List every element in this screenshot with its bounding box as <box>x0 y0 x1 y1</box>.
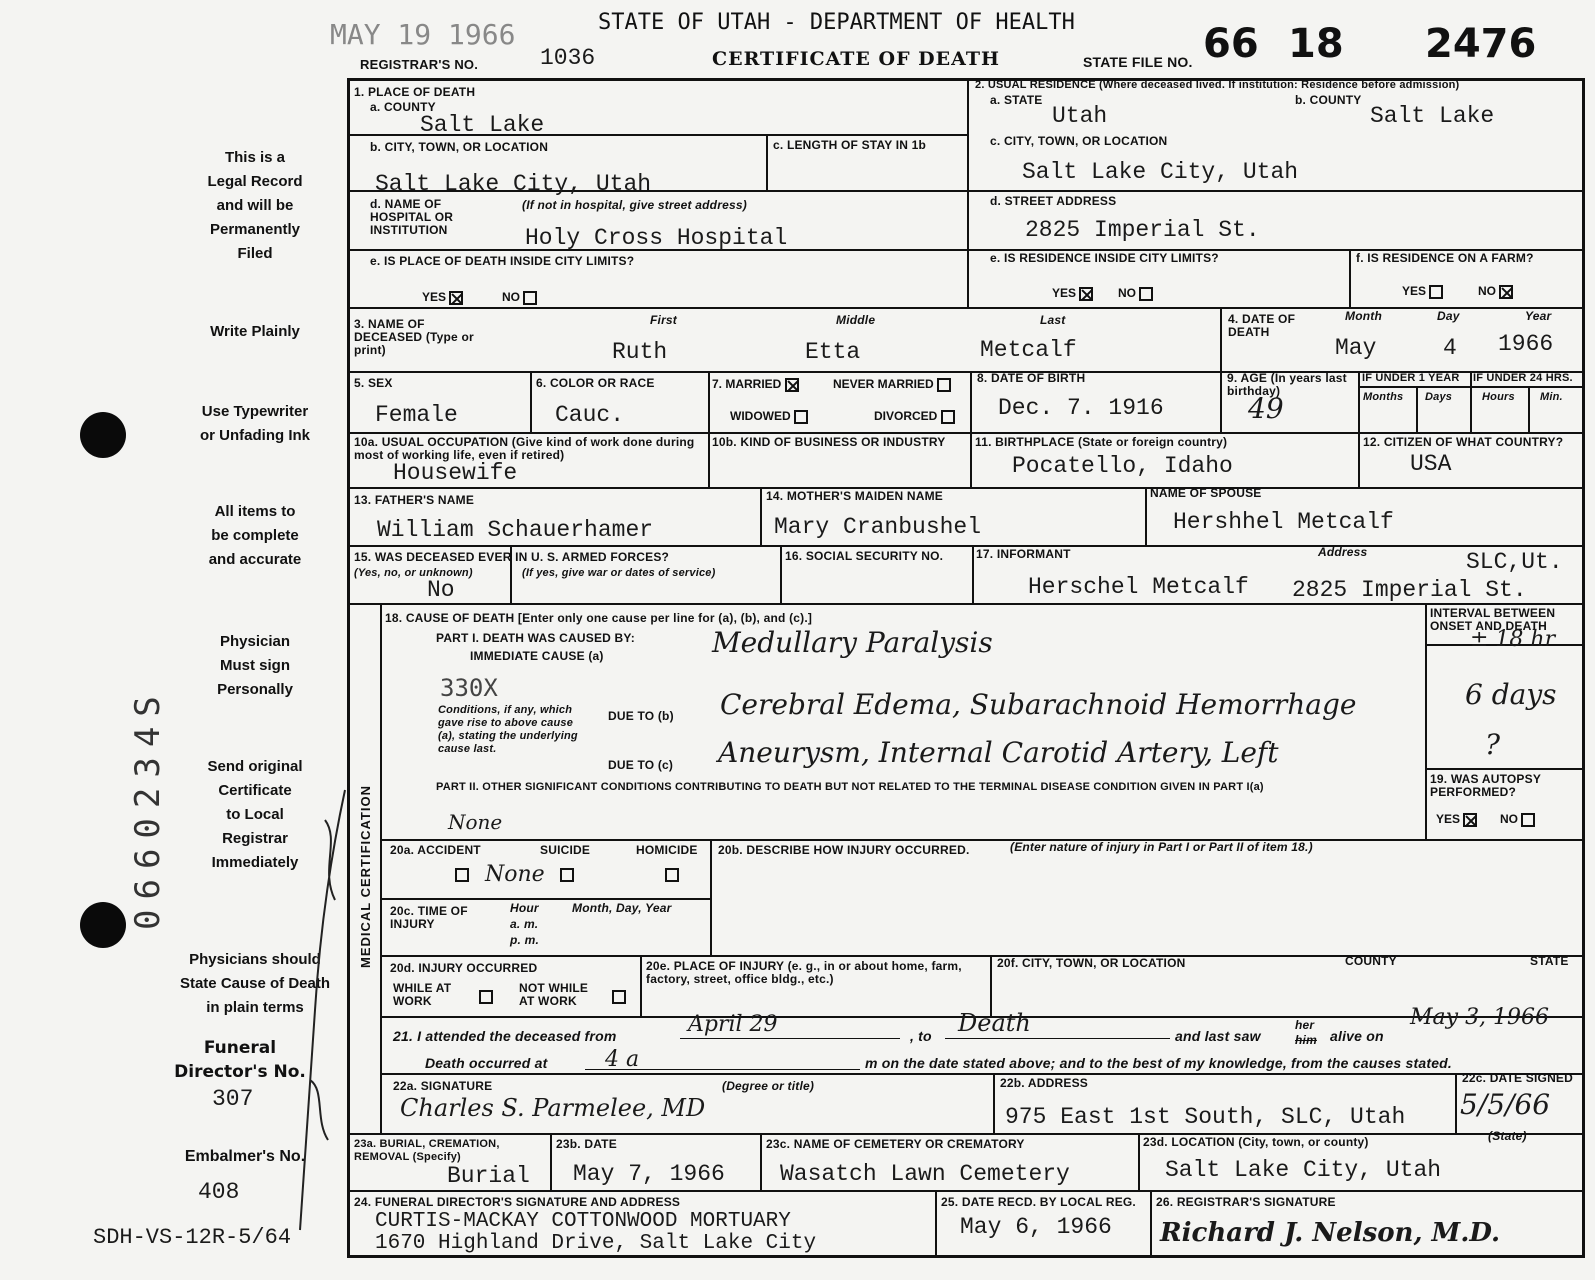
county-label: a. COUNTY <box>370 100 436 114</box>
cause-code: 330X <box>440 674 498 702</box>
part-1-label: PART I. DEATH WAS CAUSED BY: <box>436 631 635 645</box>
typewriter-note: Use Typewriter or Unfading Ink <box>200 403 310 444</box>
dob-label: 8. DATE OF BIRTH <box>977 371 1086 385</box>
widowed-checkbox[interactable]: WIDOWED <box>730 409 808 424</box>
file-no-part-1: 66 <box>1203 21 1259 67</box>
registrar-no: 1036 <box>540 45 596 71</box>
hospital-label: d. NAME OF HOSPITAL OR INSTITUTION <box>370 197 454 237</box>
funeral-director-sig-label: 24. FUNERAL DIRECTOR'S SIGNATURE AND ADDRESS <box>354 1195 681 1209</box>
to-label: , to <box>910 1028 932 1044</box>
describe-injury-label: 20b. DESCRIBE HOW INJURY OCCURRED. <box>718 843 970 857</box>
due-to-c-label: DUE TO (c) <box>608 758 674 772</box>
death-month: May <box>1335 335 1377 361</box>
last-seen-date: May 3, 1966 <box>1410 1005 1550 1030</box>
signature-label: 22a. SIGNATURE <box>393 1079 493 1093</box>
last-saw-label: and last saw <box>1175 1028 1261 1044</box>
death-city-yes[interactable]: YES <box>422 290 463 305</box>
middle-name-label: Middle <box>836 313 876 327</box>
burial-date: May 7, 1966 <box>573 1161 725 1187</box>
date-signed-label: 22c. DATE SIGNED <box>1462 1071 1574 1085</box>
res-county-label: b. COUNTY <box>1295 93 1362 107</box>
part-2-label: PART II. OTHER SIGNIFICANT CONDITIONS CONTRIBUTING TO DEATH BUT NOT RELATED TO THE TERMINAL DISEASE CONDITION GIVEN IN PART I(a) <box>436 781 1264 793</box>
days-label: Days <box>1425 391 1453 403</box>
disposition: Burial <box>447 1163 530 1189</box>
date-received: May 6, 1966 <box>960 1214 1112 1240</box>
attended-to: Death <box>958 1009 1031 1037</box>
pm-label: p. m. <box>510 933 540 947</box>
name-of-deceased-label: 3. NAME OF DECEASED (Type or print) <box>354 317 474 357</box>
time-of-death: 4 a <box>605 1047 640 1072</box>
suicide-checkbox[interactable] <box>560 866 574 884</box>
hour-label: Hour <box>510 901 539 915</box>
occupation-label: 10a. USUAL OCCUPATION (Give kind of work done during most of working life, even if retired) <box>354 435 695 462</box>
time-of-injury-label: 20c. TIME OF INJURY <box>390 904 468 931</box>
cause-b: Cerebral Edema, Subarachnoid Hemorrhage <box>720 688 1357 721</box>
am-label: a. m. <box>510 917 539 931</box>
citizen-label: 12. CITIZEN OF WHAT COUNTRY? <box>1363 435 1564 449</box>
physician-address-label: 22b. ADDRESS <box>1000 1076 1088 1090</box>
burial-date-label: 23b. DATE <box>556 1137 617 1151</box>
burial-location: Salt Lake City, Utah <box>1165 1157 1442 1183</box>
date-of-birth: Dec. 7. 1916 <box>998 395 1164 421</box>
file-no-part-3: 2476 <box>1425 21 1537 67</box>
describe-injury-note: (Enter nature of injury in Part I or Part II of item 18.) <box>1010 840 1313 854</box>
spouse-name: Hershhel Metcalf <box>1173 509 1394 535</box>
months-label: Months <box>1363 391 1404 403</box>
age-label: 9. AGE (In years last birthday) <box>1227 371 1347 398</box>
registrar-signature-label: 26. REGISTRAR'S SIGNATURE <box>1156 1195 1336 1209</box>
res-city-yes[interactable]: YES <box>1052 286 1093 301</box>
res-city-label: c. CITY, TOWN, OR LOCATION <box>990 134 1168 148</box>
occupation: Housewife <box>393 460 518 486</box>
burial-state-label: (State) <box>1488 1129 1527 1143</box>
disposition-label: 23a. BURIAL, CREMATION, REMOVAL (Specify) <box>354 1138 500 1163</box>
part-2-value: None <box>448 810 503 834</box>
physician-signature: Charles S. Parmelee, MD <box>400 1094 706 1122</box>
res-inside-city-label: e. IS RESIDENCE INSIDE CITY LIMITS? <box>990 251 1219 265</box>
burial-location-label: 23d. LOCATION (City, town, or county) <box>1143 1135 1369 1149</box>
not-while-at-work-checkbox[interactable] <box>612 988 626 1006</box>
file-no-part-2: 18 <box>1288 21 1344 67</box>
certificate-title: CERTIFICATE OF DEATH <box>712 48 1000 70</box>
while-at-work-checkbox[interactable] <box>479 988 493 1006</box>
cemetery: Wasatch Lawn Cemetery <box>780 1161 1070 1187</box>
place-of-death-label: 1. PLACE OF DEATH <box>354 85 476 99</box>
race: Cauc. <box>555 402 625 428</box>
armed-forces-label: 15. WAS DECEASED EVER IN U. S. ARMED FORCES? <box>354 550 670 564</box>
department-title: STATE OF UTAH - DEPARTMENT OF HEALTH <box>598 10 1075 35</box>
informant-city: SLC,Ut. <box>1466 549 1563 575</box>
registrar-signature: Richard J. Nelson, M.D. <box>1160 1218 1501 1248</box>
injury-value: None <box>485 862 545 887</box>
injury-city-label: 20f. CITY, TOWN, OR LOCATION <box>997 956 1186 970</box>
father-name: William Schauerhamer <box>377 517 654 543</box>
hospital-name: Holy Cross Hospital <box>525 225 788 251</box>
complete-note: All items to be complete and accurate <box>208 503 302 568</box>
autopsy-label: 19. WAS AUTOPSY PERFORMED? <box>1430 772 1541 799</box>
legal-record-note: This is a Legal Record and will be Permanently Filed <box>207 149 303 262</box>
sex-label: 5. SEX <box>354 376 393 390</box>
accident-checkbox[interactable] <box>455 866 469 884</box>
first-name: Ruth <box>612 339 668 365</box>
form-number: SDH-VS-12R-5/64 <box>93 1225 292 1250</box>
city-label: b. CITY, TOWN, OR LOCATION <box>370 140 549 154</box>
last-name: Metcalf <box>980 337 1077 363</box>
street-address: 2825 Imperial St. <box>1025 217 1260 243</box>
injury-state-label: STATE <box>1530 954 1569 968</box>
death-year: 1966 <box>1498 331 1554 357</box>
embalmer-label: Embalmer's No. <box>184 1148 306 1165</box>
medical-certification-label: MEDICAL CERTIFICATION <box>358 784 373 968</box>
inside-city-label: e. IS PLACE OF DEATH INSIDE CITY LIMITS? <box>370 254 635 268</box>
cemetery-label: 23c. NAME OF CEMETERY OR CREMATORY <box>766 1137 1025 1151</box>
hours-label: Hours <box>1482 391 1515 403</box>
res-county: Salt Lake <box>1370 103 1495 129</box>
father-label: 13. FATHER'S NAME <box>354 493 475 507</box>
funeral-address: 1670 Highland Drive, Salt Lake City <box>375 1232 817 1255</box>
farm-label: f. IS RESIDENCE ON A FARM? <box>1356 251 1534 265</box>
informant-label: 17. INFORMANT <box>976 547 1071 561</box>
business-label: 10b. KIND OF BUSINESS OR INDUSTRY <box>712 435 946 449</box>
due-to-b-label: DUE TO (b) <box>608 709 674 723</box>
funeral-home: CURTIS-MACKAY COTTONWOOD MORTUARY <box>375 1210 791 1233</box>
citizen: USA <box>1410 451 1452 477</box>
interval-c: ? <box>1485 728 1501 761</box>
armed-note-2: (If yes, give war or dates of service) <box>522 567 716 579</box>
month-label: Month <box>1345 309 1382 323</box>
physician-note: Physician Must sign Personally <box>217 633 293 698</box>
mother-name: Mary Cranbushel <box>774 514 982 540</box>
spouse-label: NAME OF SPOUSE <box>1150 486 1262 500</box>
under-1-year-label: IF UNDER 1 YEAR <box>1362 372 1460 384</box>
state-cause-note: Physicians should State Cause of Death in plain terms <box>179 951 331 1016</box>
alive-on-label: alive on <box>1330 1028 1384 1044</box>
date-stamp: MAY 19 1966 <box>330 18 516 51</box>
day-label: Day <box>1437 309 1460 323</box>
birthplace: Pocatello, Idaho <box>1012 453 1233 479</box>
birthplace-label: 11. BIRTHPLACE (State or foreign country) <box>975 435 1228 449</box>
accident-label: 20a. ACCIDENT <box>390 843 481 857</box>
not-while-at-work-label: NOT WHILE AT WORK <box>519 981 589 1008</box>
minutes-label: Min. <box>1540 391 1563 403</box>
middle-name: Etta <box>805 339 861 365</box>
month-day-year-label: Month, Day, Year <box>572 901 672 915</box>
attended-from: April 29 <box>688 1012 778 1037</box>
death-day: 4 <box>1443 335 1457 361</box>
send-original-note: Send original Certificate to Local Registrar Immediately <box>207 758 303 871</box>
res-state-label: a. STATE <box>990 93 1043 107</box>
injury-county-label: COUNTY <box>1345 954 1397 968</box>
armed-note-1: (Yes, no, or unknown) <box>354 567 473 579</box>
punch-hole-bottom <box>80 902 126 948</box>
farm-no[interactable]: NO <box>1478 284 1513 299</box>
physician-address: 975 East 1st South, SLC, Utah <box>1005 1104 1406 1130</box>
autopsy-yes[interactable]: YES <box>1436 812 1477 827</box>
degree-label: (Degree or title) <box>722 1079 815 1093</box>
interval-b: 6 days <box>1465 678 1557 711</box>
funeral-director-label: Funeral Director's No. <box>174 1038 306 1082</box>
armed-forces: No <box>427 577 455 603</box>
divorced-checkbox[interactable]: DIVORCED <box>874 409 955 424</box>
death-city-no[interactable]: NO <box>502 290 537 305</box>
res-city: Salt Lake City, Utah <box>1022 159 1299 185</box>
ssn-label: 16. SOCIAL SECURITY NO. <box>785 549 944 563</box>
attended-label: 21. I attended the deceased from <box>393 1028 617 1044</box>
death-county: Salt Lake <box>420 112 545 138</box>
informant-name: Herschel Metcalf <box>1028 574 1249 600</box>
race-label: 6. COLOR OR RACE <box>536 376 655 390</box>
homicide-checkbox[interactable] <box>665 866 679 884</box>
conditions-note: Conditions, if any, which gave rise to above cause (a), stating the underlying cause last. <box>438 704 578 755</box>
place-of-injury-label: 20e. PLACE OF INJURY (e. g., in or about home, farm, factory, street, office bldg., etc.) <box>646 959 962 986</box>
punch-hole-top <box>80 412 126 458</box>
embalmer-no: 408 <box>198 1179 240 1205</box>
homicide-label: HOMICIDE <box>636 843 698 857</box>
state-file-label: STATE FILE NO. <box>1083 54 1193 70</box>
date-received-label: 25. DATE RECD. BY LOCAL REG. <box>941 1195 1136 1209</box>
under-24-hrs-label: IF UNDER 24 HRS. <box>1473 372 1573 384</box>
farm-yes[interactable]: YES <box>1402 284 1443 299</box>
him-label: him <box>1295 1033 1317 1047</box>
length-of-stay-label: c. LENGTH OF STAY IN 1b <box>773 138 927 152</box>
injury-occurred-label: 20d. INJURY OCCURRED <box>390 961 538 975</box>
death-city: Salt Lake City, Utah <box>375 171 652 197</box>
informant-address: 2825 Imperial St. <box>1292 577 1527 603</box>
cause-of-death-label: 18. CAUSE OF DEATH [Enter only one cause per line for (a), (b), and (c).] <box>385 611 813 625</box>
age: 49 <box>1248 392 1284 425</box>
suicide-label: SUICIDE <box>540 843 591 857</box>
cause-c: Aneurysm, Internal Carotid Artery, Left <box>718 736 1279 769</box>
res-state: Utah <box>1052 103 1108 129</box>
address-label: Address <box>1318 545 1368 559</box>
death-occurred-tail: m on the date stated above; and to the best of my knowledge, from the causes stated. <box>865 1055 1453 1071</box>
her-label: her <box>1295 1018 1315 1032</box>
immediate-cause-label: IMMEDIATE CAUSE (a) <box>470 649 604 663</box>
married-checkbox[interactable]: 7. MARRIED <box>712 377 799 392</box>
cause-a: Medullary Paralysis <box>712 626 993 659</box>
funeral-director-no: 307 <box>212 1086 254 1112</box>
date-signed: 5/5/66 <box>1460 1088 1551 1121</box>
year-label: Year <box>1525 309 1552 323</box>
while-at-work-label: WHILE AT WORK <box>393 981 452 1008</box>
never-married-checkbox[interactable]: NEVER MARRIED <box>833 377 951 392</box>
date-of-death-label: 4. DATE OF DEATH <box>1228 312 1296 339</box>
vertical-index-number: 0660234S <box>128 686 168 930</box>
res-city-no[interactable]: NO <box>1118 286 1153 301</box>
interval-label: INTERVAL BETWEEN ONSET AND DEATH <box>1430 606 1556 633</box>
interval-a: ± 18 hr <box>1470 627 1556 652</box>
mother-label: 14. MOTHER'S MAIDEN NAME <box>766 489 944 503</box>
death-occurred-label: Death occurred at <box>425 1055 548 1071</box>
sex: Female <box>375 402 458 428</box>
street-label: d. STREET ADDRESS <box>990 194 1117 208</box>
usual-residence-label: 2. USUAL RESIDENCE (Where deceased lived. If institution: Residence before admission) <box>975 79 1460 91</box>
hospital-note: (If not in hospital, give street address) <box>522 198 747 212</box>
registrar-label: REGISTRAR'S NO. <box>360 57 479 72</box>
autopsy-no[interactable]: NO <box>1500 812 1535 827</box>
last-name-label: Last <box>1040 313 1066 327</box>
first-name-label: First <box>650 313 678 327</box>
write-plainly-note: Write Plainly <box>210 323 300 340</box>
